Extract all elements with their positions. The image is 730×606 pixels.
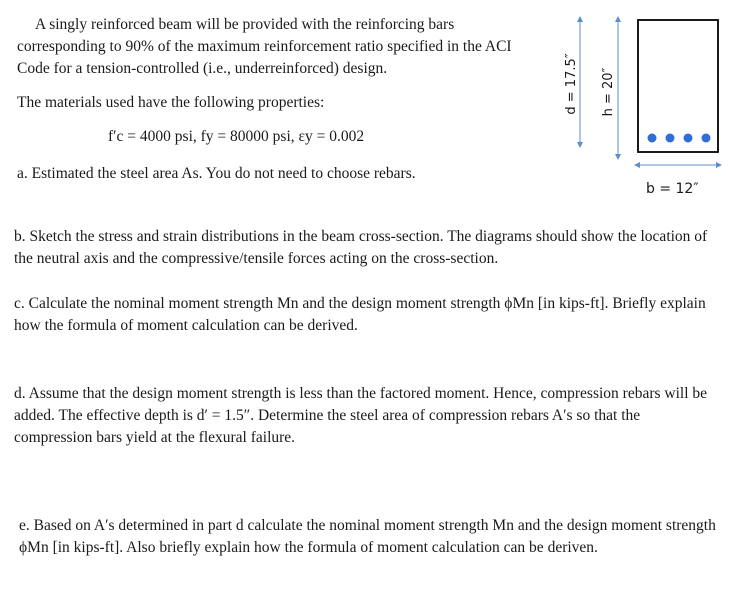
question-e: e. Based on A′s determined in part d calculate the nominal moment strength Mn and the design moment strength ϕMn [in kips-ft]. Also briefly explain how the formula of moment calculation can be deriven. xyxy=(19,517,716,556)
rebar-group xyxy=(648,134,711,143)
question-d: d. Assume that the design moment strength is less than the factored moment. Hence, compression rebars will be added. The effective depth is d′ = 1.5″. Determine the steel area of compression rebars A′s so that the compression bars yield at the flexural failure. xyxy=(14,385,708,446)
intro-text: A singly reinforced beam will be provided with the reinforcing bars corresponding to 90% of the maximum reinforcement ratio specified in the ACI Code for a tension-controlled (i.e., underreinforced) design. xyxy=(17,16,512,77)
question-c: c. Calculate the nominal moment strength Mn and the design moment strength ϕMn [in kips-ft]. Briefly explain how the formula of moment calculation can be derived. xyxy=(14,295,706,334)
intro-paragraph xyxy=(17,14,537,80)
beam-section-outline xyxy=(638,20,718,152)
rebar-circle xyxy=(666,134,675,143)
materials-intro: The materials used have the following properties: xyxy=(17,94,325,111)
rebar-circle xyxy=(684,134,693,143)
h-dimension-label: h = 20″ xyxy=(601,67,616,117)
question-a: a. Estimated the steel area As. You do not need to choose rebars. xyxy=(17,165,416,182)
b-dimension-label: b = 12″ xyxy=(646,181,699,197)
d-dimension-label: d = 17.5″ xyxy=(564,53,579,115)
properties-equation: f′c = 4000 psi, fy = 80000 psi, εy = 0.002 xyxy=(108,128,365,145)
question-b: b. Sketch the stress and strain distributions in the beam cross-section. The diagrams should show the location of the neutral axis and the compressive/tensile forces acting on the cross-section. xyxy=(14,228,708,267)
beam-cross-section-diagram xyxy=(560,10,730,210)
rebar-circle xyxy=(702,134,711,143)
b-dimension-line xyxy=(634,162,722,168)
rebar-circle xyxy=(648,134,657,143)
